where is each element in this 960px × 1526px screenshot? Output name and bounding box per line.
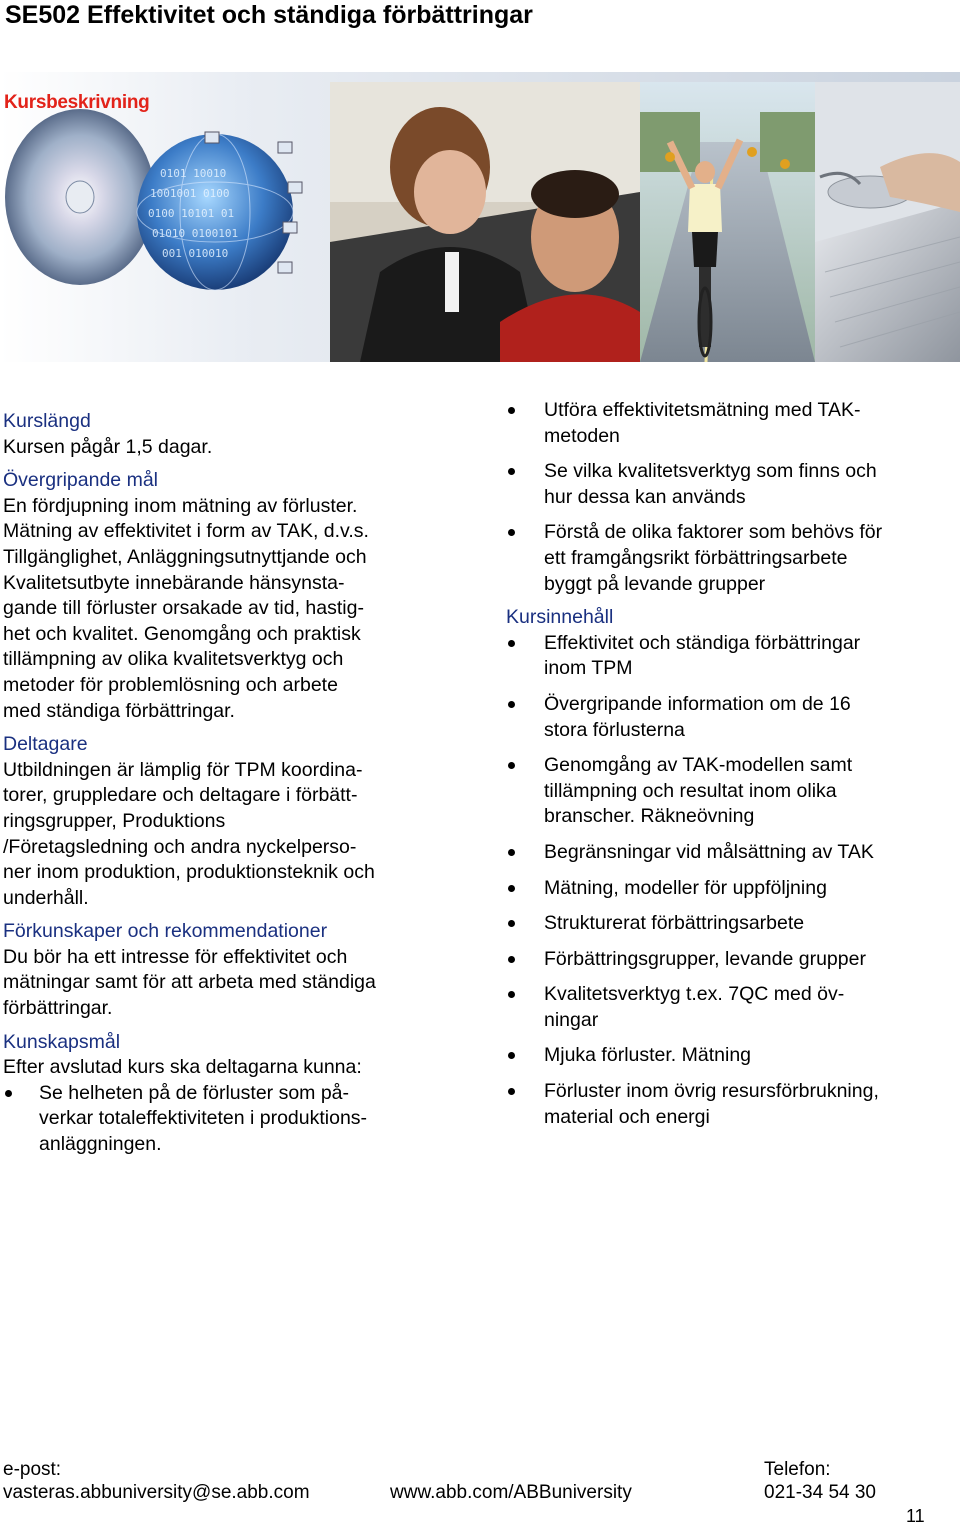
list-item-text: Begränsningar vid målsättning av TAK xyxy=(544,840,874,863)
list-item-text: Utföra effektivitetsmätning med TAK- metoden xyxy=(544,399,861,447)
list-item xyxy=(506,982,946,1033)
footer-email-label: e-post: xyxy=(3,1459,62,1480)
list-item-text: Förbättringsgrupper, levande grupper xyxy=(544,947,866,970)
list-item xyxy=(506,911,946,937)
list-item xyxy=(506,1079,946,1130)
footer-phone-number: 021-34 54 30 xyxy=(764,1482,876,1503)
bullet-icon xyxy=(508,701,515,708)
bullet-icon xyxy=(508,920,515,927)
cyclists-photo xyxy=(640,82,815,362)
list-item-text: Strukturerat förbättringsarbete xyxy=(544,912,805,935)
list-item xyxy=(506,753,946,830)
list-item xyxy=(506,398,946,449)
list-item xyxy=(3,1081,453,1158)
goal-items-list xyxy=(506,398,946,597)
course-length-text: Kursen pågår 1,5 dagar. xyxy=(3,435,213,458)
bullet-icon xyxy=(508,991,515,998)
bullet-icon xyxy=(508,407,515,414)
participants-section xyxy=(3,732,453,911)
bullet-icon xyxy=(508,468,515,475)
office-workers-photo xyxy=(330,82,640,362)
bullet-icon xyxy=(508,956,515,963)
list-item xyxy=(506,1043,946,1069)
list-item xyxy=(506,520,946,597)
bullet-icon xyxy=(508,1052,515,1059)
banner-label: Kursbeskrivning xyxy=(4,92,150,113)
footer-email-link[interactable]: vasteras.abbuniversity@se.abb.com xyxy=(3,1482,310,1503)
list-item-text: Övergripande information om de 16 stora förlusterna xyxy=(544,692,851,741)
course-length-section xyxy=(3,409,453,460)
learning-goals-list xyxy=(3,1081,453,1158)
list-item-text: Genomgång av TAK-modellen samt tillämpning och resultat inom olika branscher. Räkneövning xyxy=(544,754,853,828)
course-content-heading: Kursinnehåll xyxy=(506,606,614,629)
course-length-heading: Kurslängd xyxy=(3,410,91,432)
bullet-icon xyxy=(508,529,515,536)
svg-text:0100 10101 01: 0100 10101 01 xyxy=(148,207,235,220)
overall-goal-heading: Övergripande mål xyxy=(3,469,158,492)
list-item xyxy=(506,840,946,866)
list-item-text: Mjuka förluster. Mätning xyxy=(544,1044,752,1067)
cd-disc-graphic xyxy=(5,109,155,285)
footer-web-link[interactable]: www.abb.com/ABBuniversity xyxy=(390,1482,632,1503)
page-title: SE502 Effektivitet och ständiga förbättringar xyxy=(5,1,533,29)
participants-heading: Deltagare xyxy=(3,733,88,756)
bullet-icon xyxy=(508,1088,515,1095)
list-item xyxy=(506,692,946,743)
list-item-text: Effektivitet och ständiga förbättringar inom TPM xyxy=(544,631,861,680)
svg-text:001 010010: 001 010010 xyxy=(162,247,229,260)
left-column xyxy=(3,409,453,1168)
right-column xyxy=(506,398,946,1140)
list-item xyxy=(506,947,946,973)
prerequisites-heading: Förkunskaper och rekommendationer xyxy=(3,920,328,943)
learning-goals-heading: Kunskapsmål xyxy=(3,1030,121,1053)
prerequisites-section xyxy=(3,919,453,1021)
list-item xyxy=(506,876,946,902)
page-number: 11 xyxy=(906,1506,925,1526)
list-item-text: Se helheten på de förluster som på- verkar totaleffektiviteten i produktions- anläggningen. xyxy=(39,1081,368,1156)
bullet-icon xyxy=(5,1090,12,1097)
bullet-icon xyxy=(508,849,515,856)
bullet-icon xyxy=(508,762,515,769)
list-item-text: Kvalitetsverktyg t.ex. 7QC med öv- ningar xyxy=(544,983,845,1031)
list-item-text: Förstå de olika faktorer som behövs för ett framgångsrikt förbättringsarbete byggt på levande grupper xyxy=(544,521,883,595)
svg-text:1001001 0100: 1001001 0100 xyxy=(150,187,230,200)
svg-text:01010 0100101: 01010 0100101 xyxy=(152,227,239,240)
list-item-text: Förluster inom övrig resursförbrukning, material och energi xyxy=(544,1080,879,1128)
participants-text: Utbildningen är lämplig för TPM koordina- torer, gruppledare och deltagare i förbätt- ringsgrupper, Produktions /Företagsledning och andra nyckelperso- ner inom produktion, produktionsteknik och underhåll. xyxy=(3,758,375,909)
list-item-text: Se vilka kvalitetsverktyg som finns och hur dessa kan används xyxy=(544,460,877,508)
footer-phone-label: Telefon: xyxy=(764,1459,831,1480)
bullet-icon xyxy=(508,640,515,647)
course-banner-image xyxy=(0,72,960,362)
learning-goals-intro: Efter avslutad kurs ska deltagarna kunna: xyxy=(3,1056,362,1079)
course-content-list xyxy=(506,631,946,1131)
list-item xyxy=(506,459,946,510)
overall-goal-section xyxy=(3,468,453,724)
list-item xyxy=(506,631,946,682)
keyboard-mouse-photo xyxy=(815,82,960,362)
bullet-icon xyxy=(508,885,515,892)
overall-goal-text: En fördjupning inom mätning av förluster. Mätning av effektivitet i form av TAK, d.v.s. Tillgänglighet, Anläggningsutnyttjande och Kvalitetsutbyte innebärande hänsynsta- gande till förluster orsakade av tid, hastig- het och kvalitet. Genomgång och praktisk tillämpning av olika kvalitetsverktyg och metoder för problemlösning och arbete med ständiga förbättringar. xyxy=(3,494,369,722)
list-item-text: Mätning, modeller för uppföljning xyxy=(544,876,827,899)
learning-goals-section xyxy=(3,1030,453,1158)
prerequisites-text: Du bör ha ett intresse för effektivitet och mätningar samt för att arbeta med ständiga förbättringar. xyxy=(3,945,376,1020)
svg-text:0101 10010: 0101 10010 xyxy=(160,167,227,180)
